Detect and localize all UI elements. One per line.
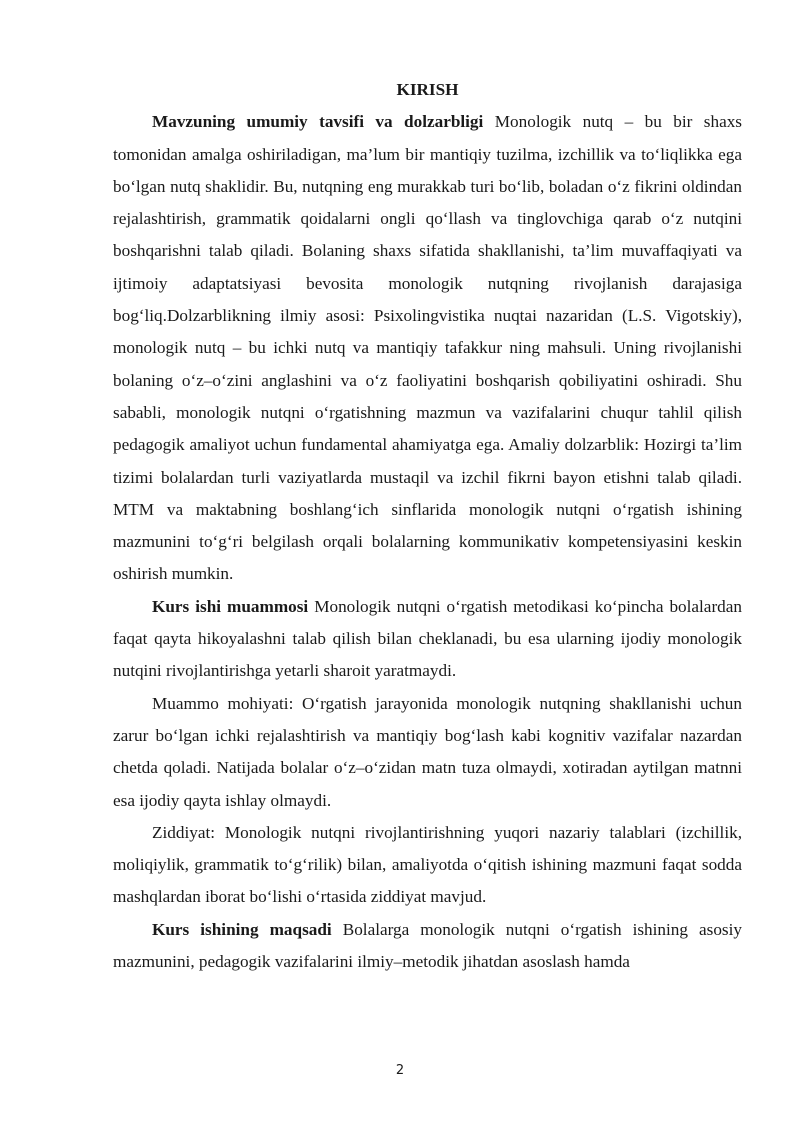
- paragraph-text: Bolalarga monologik nutqni o‘rgatish ishining asosiy mazmunini, pedagogik vazifalarini ilmiy–metodik jihatdan asoslash hamda: [113, 919, 742, 972]
- paragraph-relevance: [113, 106, 742, 590]
- paragraph-text: Monologik nutqni o‘rgatish metodikasi ko‘pincha bolalardan faqat qayta hikoyalashni talab qilish bilan cheklanadi, bu esa ularning ijodiy monologik nutqini rivojlantirishga yetarli sharoit yaratmaydi.: [113, 596, 742, 681]
- paragraph-lead: Mavzuning umumiy tavsifi va dolzarbligi: [152, 112, 484, 132]
- paragraph-problem: [113, 591, 742, 688]
- section-title: KIRISH: [396, 80, 459, 99]
- paragraph-lead: Kurs ishi muammosi: [152, 596, 309, 616]
- paragraph-goal: [113, 914, 742, 979]
- paragraph-contradiction: [113, 817, 742, 914]
- document-page: [113, 74, 742, 978]
- page-number: 2: [395, 1063, 405, 1078]
- paragraph-text: Muammo mohiyati: O‘rgatish jarayonida monologik nutqning shakllanishi uchun zarur bo‘lgan ichki rejalashtirish va mantiqiy bog‘lash kabi kognitiv vazifalar nazardan chetda qoladi. Natijada bolalar o‘z–o‘zidan matn tuza olmaydi, xotiradan aytilgan matnni esa ijodiy qayta ishlay olmaydi.: [113, 693, 742, 810]
- paragraph-problem-essence: [113, 688, 742, 817]
- paragraph-lead: Kurs ishining maqsadi: [152, 919, 332, 939]
- paragraph-text: Monologik nutq – bu bir shaxs tomonidan amalga oshiriladigan, ma’lum bir mantiqiy tuzilma, izchillik va to‘liqlikka ega bo‘lgan nutq shaklidir. Bu, nutqning eng murakkab turi bo‘lib, boladan o‘z fikrini oldindan rejalashtirish, grammatik qoidalarni ongli qo‘llash va tinglovchiga qarab o‘z nutqini boshqarishni talab qiladi. Bolaning shaxs sifatida shakllanishi, ta’lim muvaffaqiyati va ijtimoiy adaptatsiyasi bevosita monologik nutqning rivojlanish darajasiga bog‘liq.Dolzarblikning ilmiy asosi: Psixolingvistika nuqtai nazaridan (L.S. Vigotskiy), monologik nutq – bu ichki nutq va mantiqiy tafakkur ning mahsuli. Uning rivojlanishi bolaning o‘z–o‘zini anglashini va o‘z faoliyatini boshqarish qobiliyatini oshiradi. Shu sababli, monologik nutqni o‘rgatishning mazmun va vazifalarini chuqur tahlil qilish pedagogik amaliyot uchun fundamental ahamiyatga ega. Amaliy dolzarblik: Hozirgi ta’lim tizimi bolalardan turli vaziyatlarda mustaqil va izchil fikrni bayon etishni talab qiladi. MTM va maktabning boshlang‘ich sinflarida monologik nutqni o‘rgatish ishining mazmunini to‘g‘ri belgilash orqali bolalarning kommunikativ kompetensiyasini keskin oshirish mumkin.: [113, 112, 742, 584]
- paragraph-text: Ziddiyat: Monologik nutqni rivojlantirishning yuqori nazariy talablari (izchillik, moliqiylik, grammatik to‘g‘rilik) bilan, amaliyotda o‘qitish ishining mazmuni faqat sodda mashqlardan iborat bo‘lishi o‘rtasida ziddiyat mavjud.: [113, 822, 742, 907]
